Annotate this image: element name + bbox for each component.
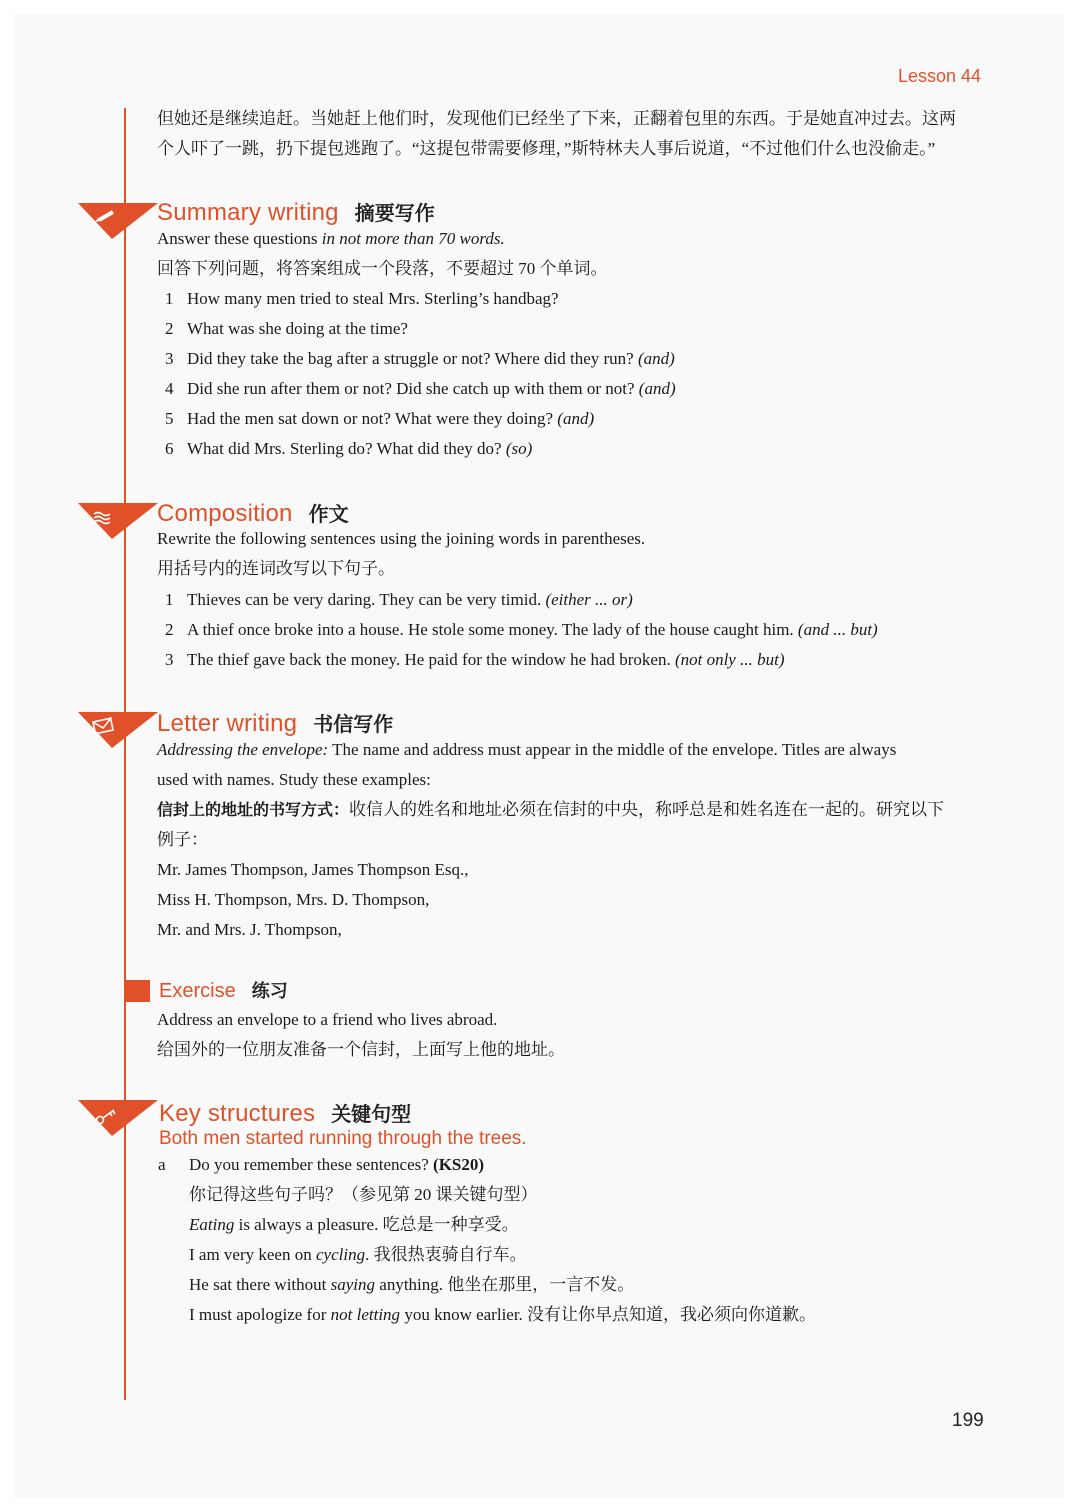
intro-paragraph <box>157 104 956 164</box>
key-question-zh: 你记得这些句子吗？（参见第 20 课关键句型） <box>189 1185 538 1204</box>
exercise-title: Exercise <box>159 980 236 1002</box>
key-sentence: Eating is always a pleasure. 吃总是一种享受。 <box>189 1215 519 1234</box>
composition-instruction-zh: 用括号内的连词改写以下句子。 <box>157 559 395 578</box>
letter-lead-zh-bold: 信封上的地址的书写方式： <box>157 800 350 819</box>
page-number: 199 <box>952 1410 984 1431</box>
summary-instruction-italic: in not more than 70 words. <box>321 229 505 248</box>
list-item: 2 What was she doing at the time? <box>165 319 408 338</box>
letter-example: Mr. and Mrs. J. Thompson, <box>157 920 342 939</box>
composition-instruction: Rewrite the following sentences using the joining words in parentheses. <box>157 529 646 548</box>
key-question-ref: (KS20) <box>433 1155 485 1174</box>
summary-tab <box>78 201 158 241</box>
key-subtitle: Both men started running through the trees. <box>159 1128 527 1149</box>
key-body <box>189 1150 816 1330</box>
intro-line: 但她还是继续追赶。当她赶上他们时，发现他们已经坐了下来，正翻着包里的东西。于是她直冲过去。这两 <box>157 109 956 128</box>
key-title-zh: 关键句型 <box>331 1102 412 1126</box>
summary-instruction: Answer these questions <box>157 229 322 248</box>
list-item: 1 Thieves can be very daring. They can be very timid. (either ... or) <box>165 590 633 609</box>
composition-instructions <box>157 524 645 584</box>
summary-title: Summary writing <box>157 199 339 226</box>
list-item: 3 The thief gave back the money. He paid for the window he had broken. (not only ... but) <box>165 650 785 669</box>
summary-questions <box>165 284 676 464</box>
margin-rule <box>124 108 126 1400</box>
summary-instruction-zh: 回答下列问题，将答案组成一个段落，不要超过 70 个单词。 <box>157 259 608 278</box>
letter-example: Miss H. Thompson, Mrs. D. Thompson, <box>157 890 430 909</box>
list-item: 4 Did she run after them or not? Did she catch up with them or not? (and) <box>165 379 676 398</box>
list-item: 5 Had the men sat down or not? What were they doing? (and) <box>165 409 595 428</box>
letter-heading <box>157 708 393 738</box>
exercise-text: Address an envelope to a friend who lives abroad. <box>157 1010 498 1029</box>
summary-title-zh: 摘要写作 <box>354 201 435 225</box>
letter-lead-line2: used with names. Study these examples: <box>157 770 431 789</box>
exercise-text-zh: 给国外的一位朋友准备一个信封，上面写上他的地址。 <box>157 1040 565 1059</box>
letter-example: Mr. James Thompson, James Thompson Esq., <box>157 860 469 879</box>
composition-tab <box>78 501 158 541</box>
exercise-heading <box>159 977 288 1003</box>
lesson-label: Lesson 44 <box>898 66 982 86</box>
key-heading <box>159 1098 411 1128</box>
composition-title-zh: 作文 <box>308 502 349 526</box>
key-sentence: I am very keen on cycling. 我很热衷骑自行车。 <box>189 1245 527 1264</box>
letter-lead: The name and address must appear in the middle of the envelope. Titles are always <box>328 740 897 759</box>
key-tab <box>78 1098 158 1138</box>
letter-title: Letter writing <box>157 710 298 737</box>
exercise-marker <box>126 980 150 1002</box>
key-sentence: I must apologize for not letting you know earlier. 没有让你早点知道，我必须向你道歉。 <box>189 1305 817 1324</box>
summary-instructions <box>157 224 608 284</box>
composition-title: Composition <box>157 500 293 527</box>
intro-line: 个人吓了一跳，扔下提包逃跑了。“这提包带需要修理，”斯特林夫人事后说道，“不过他们什么也没偷走。” <box>157 139 936 158</box>
letter-lead-zh: 收信人的姓名和地址必须在信封的中央，称呼总是和姓名连在一起的。研究以下 <box>349 800 945 819</box>
key-question: Do you remember these sentences? <box>189 1155 434 1174</box>
letter-lead-italic: Addressing the envelope: <box>157 740 329 759</box>
summary-heading <box>157 197 435 227</box>
letter-title-zh: 书信写作 <box>313 712 394 736</box>
list-item: 2 A thief once broke into a house. He stole some money. The lady of the house caught him. (and ... but) <box>165 620 878 639</box>
exercise-title-zh: 练习 <box>251 981 288 1002</box>
exercise-body <box>157 1005 565 1065</box>
composition-items <box>165 585 878 675</box>
key-sentence: He sat there without saying anything. 他坐在那里，一言不发。 <box>189 1275 635 1294</box>
key-title: Key structures <box>159 1100 316 1127</box>
letter-tab <box>78 710 158 750</box>
list-item: 3 Did they take the bag after a struggle or not? Where did they run? (and) <box>165 349 675 368</box>
key-label: a <box>158 1155 166 1174</box>
letter-body <box>157 735 997 945</box>
letter-lead-zh-line2: 例子： <box>157 830 208 849</box>
list-item: 6 What did Mrs. Sterling do? What did they do? (so) <box>165 439 533 458</box>
list-item: 1 How many men tried to steal Mrs. Sterling’s handbag? <box>165 289 559 308</box>
